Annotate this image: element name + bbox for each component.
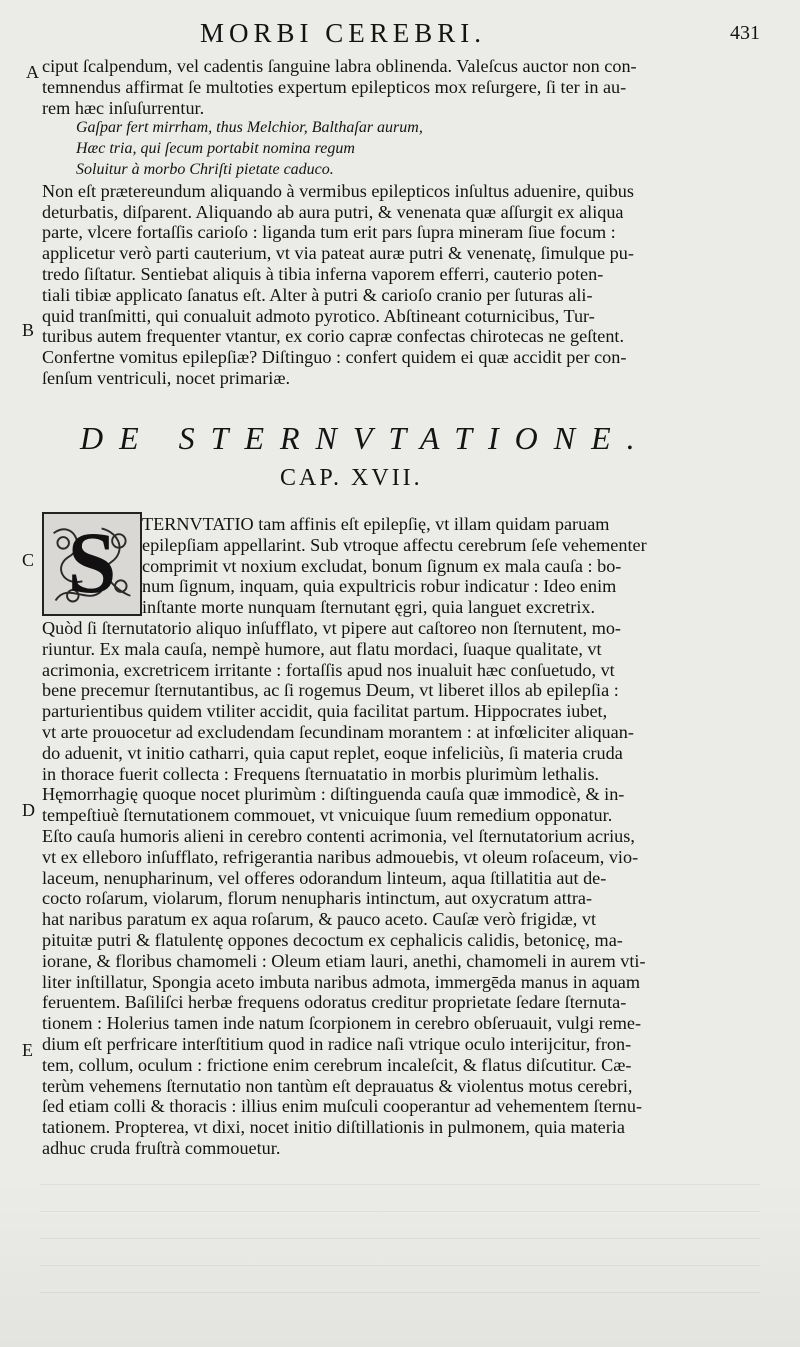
text-line: terùm vehemens ſternutatio non tantùm eſt deprauatus & violentus motus cerebri, [42,1075,633,1096]
bleed-through-area [0,1180,800,1347]
text-line: iorane, & floribus chamomeli : Oleum etiam lauri, anethi, chamomeli in aurem vti- [42,950,646,971]
chapter-heading: CAP. XVII. [280,465,423,491]
text-line: epilepſiam appellarint. Sub vtroque affectu cerebrum ſeſe vehementer [142,534,647,555]
faded-line [40,1184,760,1207]
verse-line: Gaſpar fert mirrham, thus Melchior, Balthaſar aurum, [76,119,423,137]
text-line: deturbatis, diſparent. Aliquando ab aura putri, & venenata quæ aſſurgit ex aliqua [42,201,624,222]
faded-line [40,1265,760,1288]
text-line: num ſignum, inquam, quia expultricis robur indicatur : Ideo enim [142,576,617,597]
text-line: temnendus affirmat ſe multoties expertum epilepticos mox reſurgere, ſi ter in au- [42,76,627,97]
initial-letter: S [67,515,117,612]
faded-line [40,1292,760,1315]
text-line: ciput ſcalpendum, vel cadentis ſanguine labra oblinenda. Valeſcus auctor non con- [42,56,637,76]
text-line: ſenſum ventriculi, nocet primariæ. [42,367,290,388]
text-line: hat naribus paratum ex aqua roſarum, & pauco aceto. Cauſæ verò frigidæ, vt [42,909,597,930]
running-title: MORBI CEREBRI. [200,18,487,48]
text-line: TERNVTATIO tam affinis eſt epilepſię, vt illam quidam paruam [142,514,610,534]
text-line: rem hæc inſuſurrentur. [42,97,205,118]
text-line: comprimit vt noxium excludat, bonum ſignum ex mala cauſa : bo- [142,555,622,576]
text-line: tionem : Holerius tamen inde natum ſcorpionem in cerebro obſeruauit, vulgi reme- [42,1013,641,1034]
text-line: Eſto cauſa humoris alieni in cerebro contenti acrimonia, vel ſternutatorium acrius, [42,825,635,846]
text-line: tredo ſiſtatur. Sentiebat aliquis à tibia inferna vaporem efferri, cauterio poten- [42,263,604,284]
page-header [200,18,760,58]
text-line: quid tranſmitti, qui conualuit admoto pyrotico. Abſtineant coturnicibus, Tur- [42,305,595,326]
faded-line [40,1211,760,1234]
margin-letter-e: E [22,1040,33,1060]
faded-line [40,1238,760,1261]
text-line: Confertne vomitus epilepſiæ? Diſtinguo : confert quidem ei quæ accidit per con- [42,347,627,368]
text-line: in thorace fuerit collecta : Frequens ſternuatatio in morbis plurimùm lethalis. [42,763,600,784]
chapter-body [42,618,684,1159]
text-line: parte, vlcere fortaſſis carioſo : liganda tum erit pars ſupra mineram ſiue focum : [42,222,616,243]
text-line: ſed etiam colli & thoracis : illius enim muſculi cooperantur ad vehementem ſternu- [42,1096,643,1117]
margin-letter-c: C [22,550,35,570]
text-line: inſtante morte nunquam ſternutant ęgri, quia languet excretrix. [142,597,596,618]
text-line: tem, collum, oculum : frictione enim cerebrum incaleſcit, & flatus diſcutitur. Cæ- [42,1054,632,1075]
text-line: Hęmorrhagię quoque nocet plurimùm : diſtinguenda cauſa quæ immodicè, & in- [42,784,625,805]
chapter-opening-lines [42,514,684,618]
section-heading: DE STERNVTATIONE. [80,420,651,456]
text-line: dium eſt perfricare interſtitium quod in radice naſi vtrique oculo interijcitur, fron- [42,1033,632,1054]
text-line: riuntur. Ex mala cauſa, nempè humore, aut flatu mordaci, ſuaque qualitate, vt [42,638,602,659]
margin-letter-a: A [26,62,39,82]
text-line: tempeſtiuè ſternutationem commouet, vt vnicuique ſuum remedium opponatur. [42,805,613,826]
opening-paragraph [42,56,684,389]
text-line: liter inſtillatur, Spongia aceto imbuta naribus admota, immergēda manus in aquam [42,971,640,992]
text-line: Quòd ſi ſternutatorio aliquo inſufflato, vt pipere aut caſtoreo non ſternutent, mo- [42,618,621,638]
text-line: cocto roſarum, violarum, florum nenupharis intinctum, aut oxycratum attra- [42,888,593,909]
margin-letter-b: B [22,320,35,340]
text-line: bene precemur ſternutantibus, ac ſi rogemus Deum, vt liberet illos ab epilepſia : [42,680,619,701]
text-line: turibus autem frequenter vtantur, ex corio capræ confectas chirotecas ne geſtent. [42,326,625,347]
text-line: vt arte prouocetur ad excludendam ſecundinam morantem : at infœliciter aliquan- [42,721,634,742]
text-line: parturientibus quidem vtiliter accidit, quia facilitat partum. Hippocrates iubet, [42,701,608,722]
text-line: tationem. Propterea, vt dixi, nocet initio diſtillationis in pulmonem, quia materia [42,1117,625,1138]
text-line: pituitæ putri & flatulentę oppones decoctum ex cephalicis calidis, betonicę, ma- [42,929,623,950]
text-line: vt ex elleboro inſufflato, refrigerantia naribus admouebis, vt oleum roſaceum, vio- [42,846,639,867]
text-line: Non eſt prætereundum aliquando à vermibus epilepticos inſultus aduenire, quibus [42,180,634,201]
text-line: laceum, nenupharinum, vel offeres odorandum linteum, aqua ſtillatitia aut de- [42,867,607,888]
page-number: 431 [730,22,760,44]
text-line: applicetur verò parti cauterium, vt via pateat auræ putri & venenatę, ſimulque pu- [42,243,634,264]
verse-line: Soluitur à morbo Chriſti pietate caduco. [76,160,334,178]
verse-line: Hæc tria, qui ſecum portabit nomina regum [76,140,355,158]
text-line: tiali tibiæ applicato ſanatus eſt. Alter à putri & carioſo cranio per ſuturas ali- [42,284,593,305]
text-line: adhuc cruda fruſtrà commouetur. [42,1137,281,1158]
text-line: feruentem. Baſiliſci herbæ frequens odoratus creditur proprietate ſedare ſternuta- [42,992,627,1013]
margin-letter-d: D [22,800,35,820]
text-line: acrimonia, excretricem irritante : fortaſſis apud nos inualuit hæc conſuetudo, vt [42,659,615,680]
text-line: do aduenit, vt initio catharri, quia caput replet, eoque infeliciùs, ſi materia cruda [42,742,623,763]
